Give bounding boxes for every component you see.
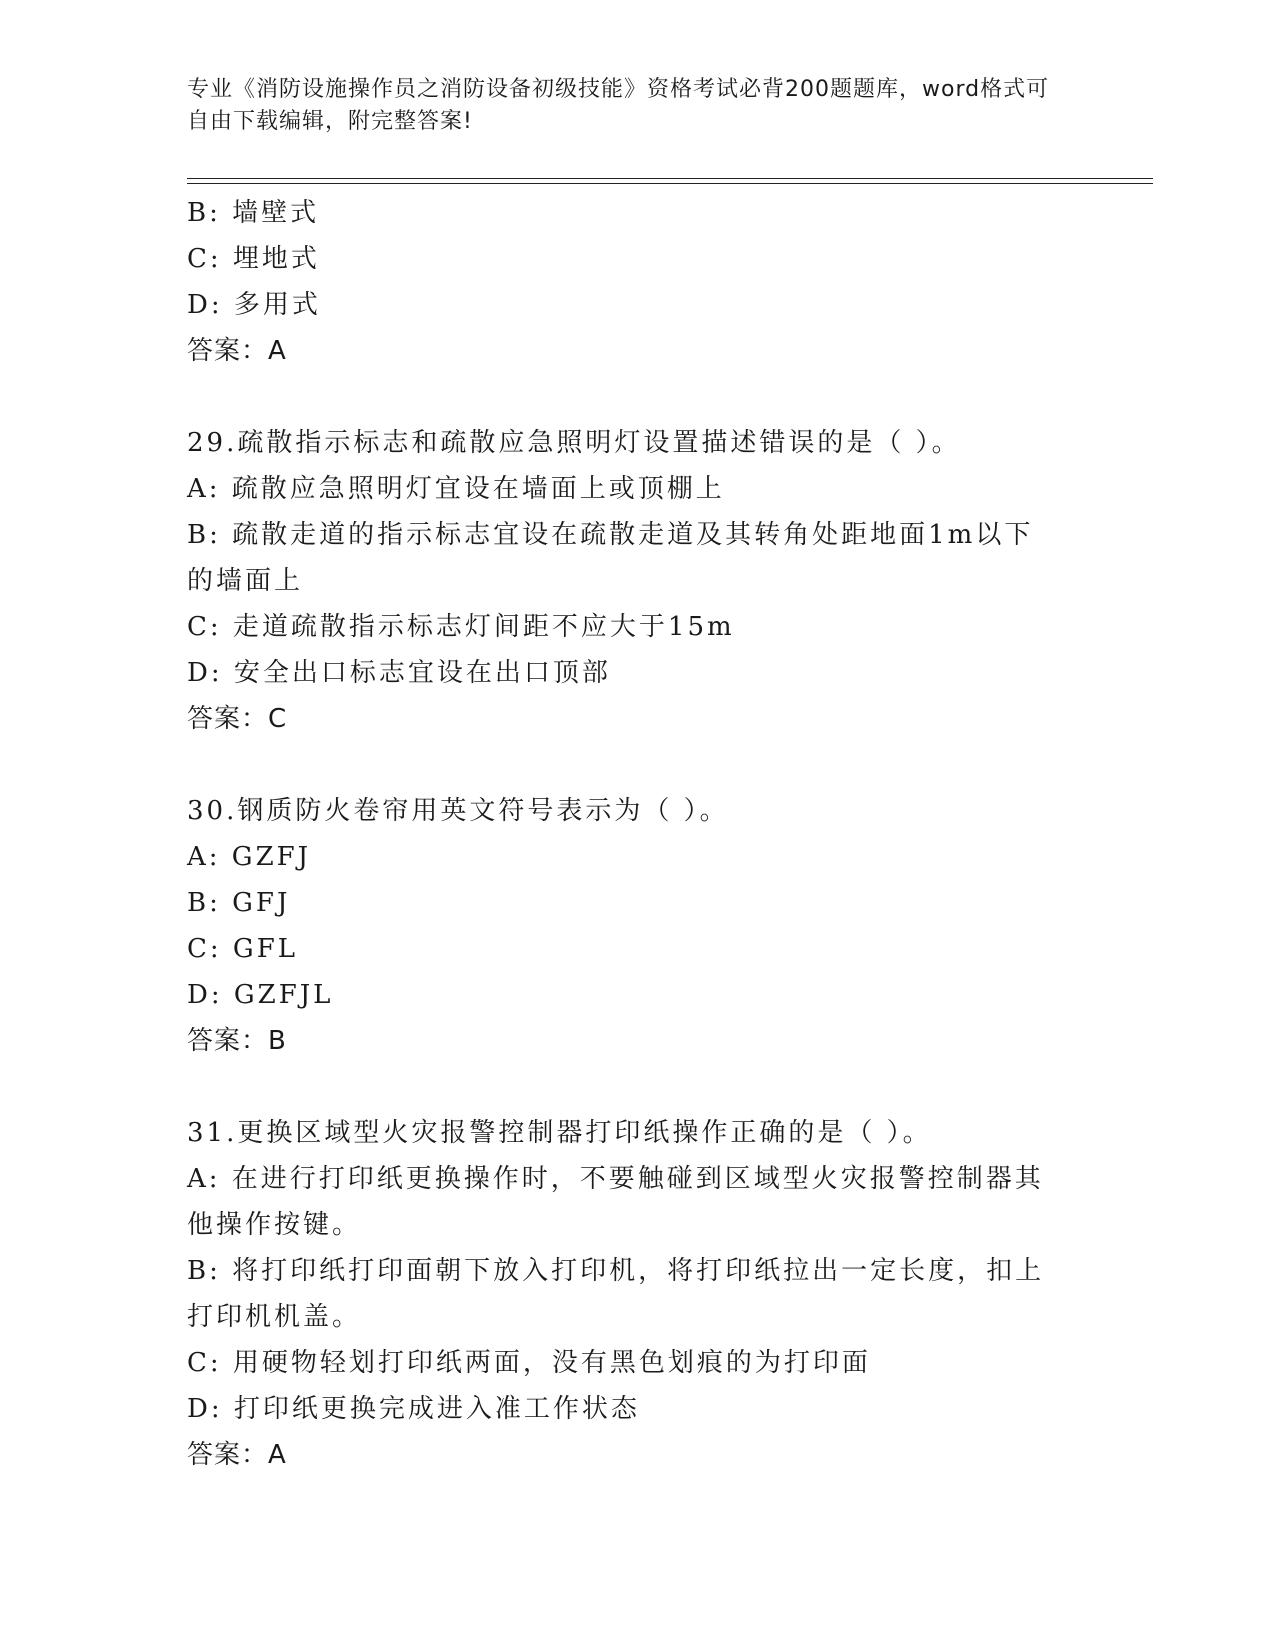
- question-title: 30.钢质防火卷帘用英文符号表示为（ ）。: [187, 796, 729, 826]
- question-block-29: [187, 420, 1087, 742]
- option-c: C: 走道疏散指示标志灯间距不应大于15m: [187, 612, 735, 642]
- option-a: A: GZFJ: [187, 842, 312, 872]
- answer-line: 答案：B: [187, 1026, 287, 1056]
- question-title: 29.疏散指示标志和疏散应急照明灯设置描述错误的是（ ）。: [187, 428, 961, 458]
- question-block-30: [187, 788, 1087, 1064]
- question-block-prev: [187, 190, 1087, 374]
- answer-line: 答案：C: [187, 704, 288, 734]
- option-c: C: GFL: [187, 934, 298, 964]
- option-d: D: 多用式: [187, 290, 321, 320]
- option-d: D: 安全出口标志宜设在出口顶部: [187, 658, 611, 688]
- question-list: [187, 190, 1087, 1478]
- option-b: B: 将打印纸打印面朝下放入打印机，将打印纸拉出一定长度，扣上打印机机盖。: [187, 1256, 1045, 1332]
- question-block-31: [187, 1110, 1087, 1478]
- header-divider-double: [187, 183, 1153, 184]
- option-a: A: 疏散应急照明灯宜设在墙面上或顶棚上: [187, 474, 725, 504]
- option-a: A: 在进行打印纸更换操作时，不要触碰到区域型火灾报警控制器其他操作按键。: [187, 1164, 1044, 1240]
- option-d: D: 打印纸更换完成进入准工作状态: [187, 1394, 640, 1424]
- header-divider: [187, 178, 1153, 179]
- option-d: D: GZFJL: [187, 980, 334, 1010]
- option-b: B: 墙壁式: [187, 198, 320, 228]
- answer-line: 答案：A: [187, 336, 287, 366]
- answer-line: 答案：A: [187, 1440, 287, 1470]
- document-header: 专业《消防设施操作员之消防设备初级技能》资格考试必背200题题库，word格式可自由下载编辑，附完整答案!: [187, 77, 1050, 134]
- option-c: C: 埋地式: [187, 244, 320, 274]
- option-c: C: 用硬物轻划打印纸两面，没有黑色划痕的为打印面: [187, 1348, 871, 1378]
- question-title: 31.更换区域型火灾报警控制器打印纸操作正确的是（ ）。: [187, 1118, 932, 1148]
- option-b: B: GFJ: [187, 888, 291, 918]
- option-b: B: 疏散走道的指示标志宜设在疏散走道及其转角处距地面1m以下的墙面上: [187, 520, 1034, 596]
